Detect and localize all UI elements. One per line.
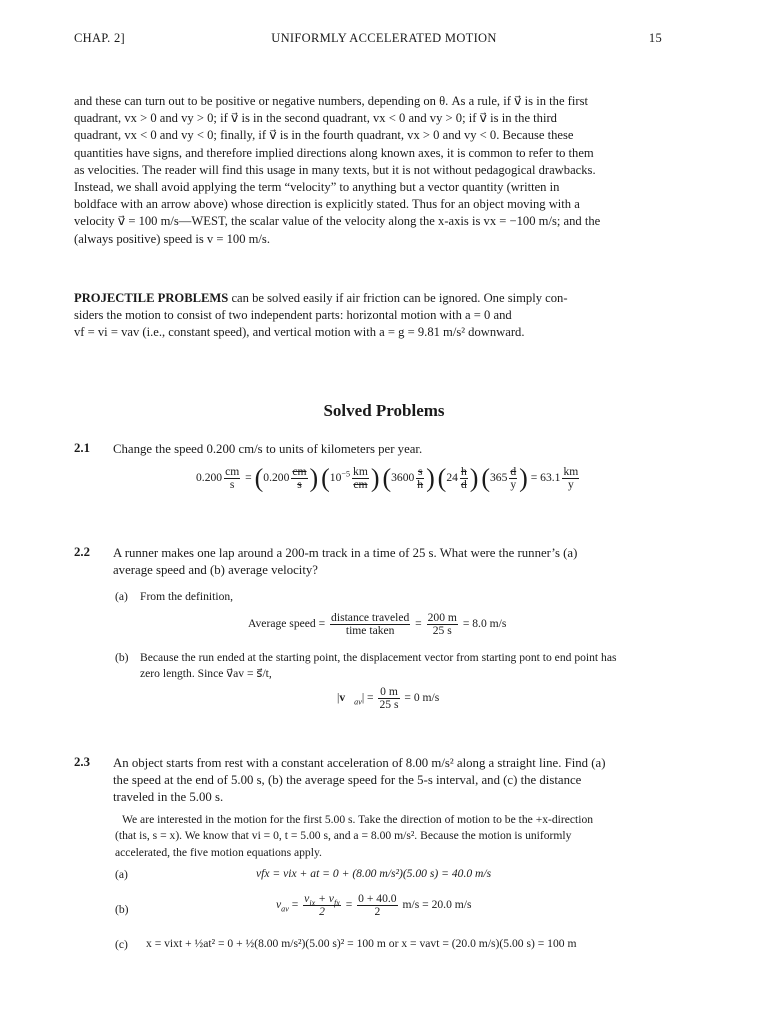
- intro-line: quadrant, vx > 0 and vy > 0; if v⃗ is in the second quadrant, vx < 0 and vy > 0; if v⃗ is in the third: [74, 111, 557, 126]
- intro-line: velocity v⃗ = 100 m/s—WEST, the scalar value of the velocity along the x-axis is vx = −100 m/s; and the: [74, 214, 601, 229]
- problem-number: 2.1: [74, 441, 90, 455]
- intro-line: quadrant, vx < 0 and vy < 0; finally, if v⃗ is in the fourth quadrant, vx > 0 and vy < 0. Because these: [74, 128, 574, 143]
- problem-text: Change the speed 0.200 cm/s to units of kilometers per year.: [113, 442, 423, 456]
- solution-line: (that is, s = x). We know that vi = 0, t = 5.00 s, and a = 8.00 m/s². Because the motion is uniformly: [115, 829, 572, 843]
- part-text: From the definition,: [140, 590, 234, 603]
- equation-result: = 0 m/s: [404, 691, 440, 705]
- running-title: UNIFORMLY ACCELERATED MOTION: [271, 31, 497, 45]
- problem-text: [113, 755, 663, 807]
- projectile-line: siders the motion to consist of two independent parts: horizontal motion with a = 0 and: [74, 308, 512, 323]
- intro-line: (always positive) speed is v = 100 m/s.: [74, 231, 270, 246]
- fraction-numerator: 0 m: [380, 685, 398, 698]
- average-speed-equation: Average speed = $\frac{\text{distance traveled}}{\text{time taken}}$ = $\frac{200 m}{25 s}$ = 8.0 m/s: [248, 611, 507, 637]
- intro-paragraph: [74, 93, 662, 248]
- page-number: 15: [648, 31, 662, 45]
- projectile-heading: PROJECTILE PROBLEMS: [74, 291, 229, 305]
- fraction-numerator: 200 m: [427, 611, 457, 624]
- part-text-line: zero length. Since v⃗av = s⃗/t,: [140, 667, 272, 681]
- part-label: (a): [115, 868, 128, 881]
- conversion-result: = 63.1: [530, 471, 561, 485]
- problem-number: 2.3: [74, 755, 90, 769]
- final-speed-equation: vfx = vix + at = 0 + (8.00 m/s²)(5.00 s) = 40.0 m/s: [256, 867, 492, 880]
- part-text: [140, 650, 665, 683]
- distance-equation: x = vixt + ½at² = 0 + ½(8.00 m/s²)(5.00 s)² = 100 m or x = vavt = (20.0 m/s)(5.00 s) = 100 m: [146, 937, 577, 950]
- chapter-label: CHAP. 2]: [74, 31, 126, 45]
- intro-line: quantities have signs, and therefore implied directions along known axes, it is common to refer to them: [74, 145, 594, 160]
- problem-text-line: An object starts from rest with a constant acceleration of 8.00 m/s² along a straight line. Find (a): [113, 756, 606, 770]
- fraction-numerator: 0 + 40.0: [358, 892, 397, 905]
- fraction-denominator: 25 s: [379, 698, 399, 711]
- fraction-denominator: 25 s: [432, 624, 452, 637]
- projectile-line: vf = vi = vav (i.e., constant speed), and vertical motion with a = g = 9.81 m/s² downward.: [74, 325, 525, 340]
- fraction-numerator: distance traveled: [331, 611, 410, 624]
- problem-text-line: A runner makes one lap around a 200-m track in a time of 25 s. What were the runner’s (a): [113, 546, 578, 560]
- part-text-line: Because the run ended at the starting point, the displacement vector from starting pont to end point has: [140, 651, 617, 664]
- part-label: (a): [115, 590, 128, 603]
- fraction-denominator: time taken: [345, 624, 395, 637]
- solution-line: We are interested in the motion for the first 5.00 s. Take the direction of motion to be the +x-direction: [122, 813, 594, 826]
- equation-result: m/s = 20.0 m/s: [402, 898, 472, 912]
- intro-line: Instead, we shall avoid applying the term “velocity” to anything but a vector quantity (written in: [74, 180, 560, 195]
- equation-lhs: Average speed =: [248, 617, 326, 631]
- section-title: Solved Problems: [323, 401, 445, 420]
- intro-line: and these can turn out to be positive or negative numbers, depending on θ. As a rule, if v⃗ is in the first: [74, 94, 588, 108]
- problem-text: [113, 545, 663, 579]
- problem-text-line: traveled in the 5.00 s.: [113, 790, 224, 805]
- problem-number: 2.2: [74, 545, 90, 559]
- intro-line: as velocities. The reader will find this usage in many texts, but it is not without pedagogical drawbacks.: [74, 162, 596, 177]
- intro-line: boldface with an arrow above) whose direction is explicitly stated. Thus for an object moving with a: [74, 197, 580, 212]
- projectile-paragraph: [74, 290, 662, 342]
- equation-result: = 8.0 m/s: [462, 617, 507, 631]
- part-label: (b): [115, 903, 129, 916]
- solution-line: accelerated, the five motion equations apply.: [115, 845, 322, 859]
- part-label: (b): [115, 651, 129, 664]
- projectile-line: can be solved easily if air friction can be ignored. One simply con-: [228, 291, 568, 305]
- fraction-denominator: 2: [374, 905, 381, 918]
- part-label: (c): [115, 938, 128, 951]
- problem-text-line: the speed at the end of 5.00 s, (b) the average speed for the 5-s interval, and (c) the distance: [113, 773, 582, 788]
- average-velocity-equation: $|v⃗_{av}|$ = $\frac{0 m}{25 s}$ = 0 m/s: [337, 685, 440, 711]
- average-speed-equation: $v_{av}$ = $\frac{v_{ix} + v_{fx}}{2}$ = $\frac{0 + 40.0}{2}$ m/s = 20.0 m/s: [276, 892, 472, 918]
- conversion-equation: 0.200 $\frac{cm}{s}$ = (0.200 $\frac{cm}{s}$ ) ($10^{-5}$ $\frac{km}{cm}$ ) (3600 $\frac{s}{h}$ ) (24 $\frac{h}{d}$ ) (365 $\frac{d}{y}$ ) = 63.1 $\frac{km}{y}$: [196, 463, 579, 493]
- problem-text-line: average speed and (b) average velocity?: [113, 563, 318, 578]
- solution-text: [115, 812, 665, 861]
